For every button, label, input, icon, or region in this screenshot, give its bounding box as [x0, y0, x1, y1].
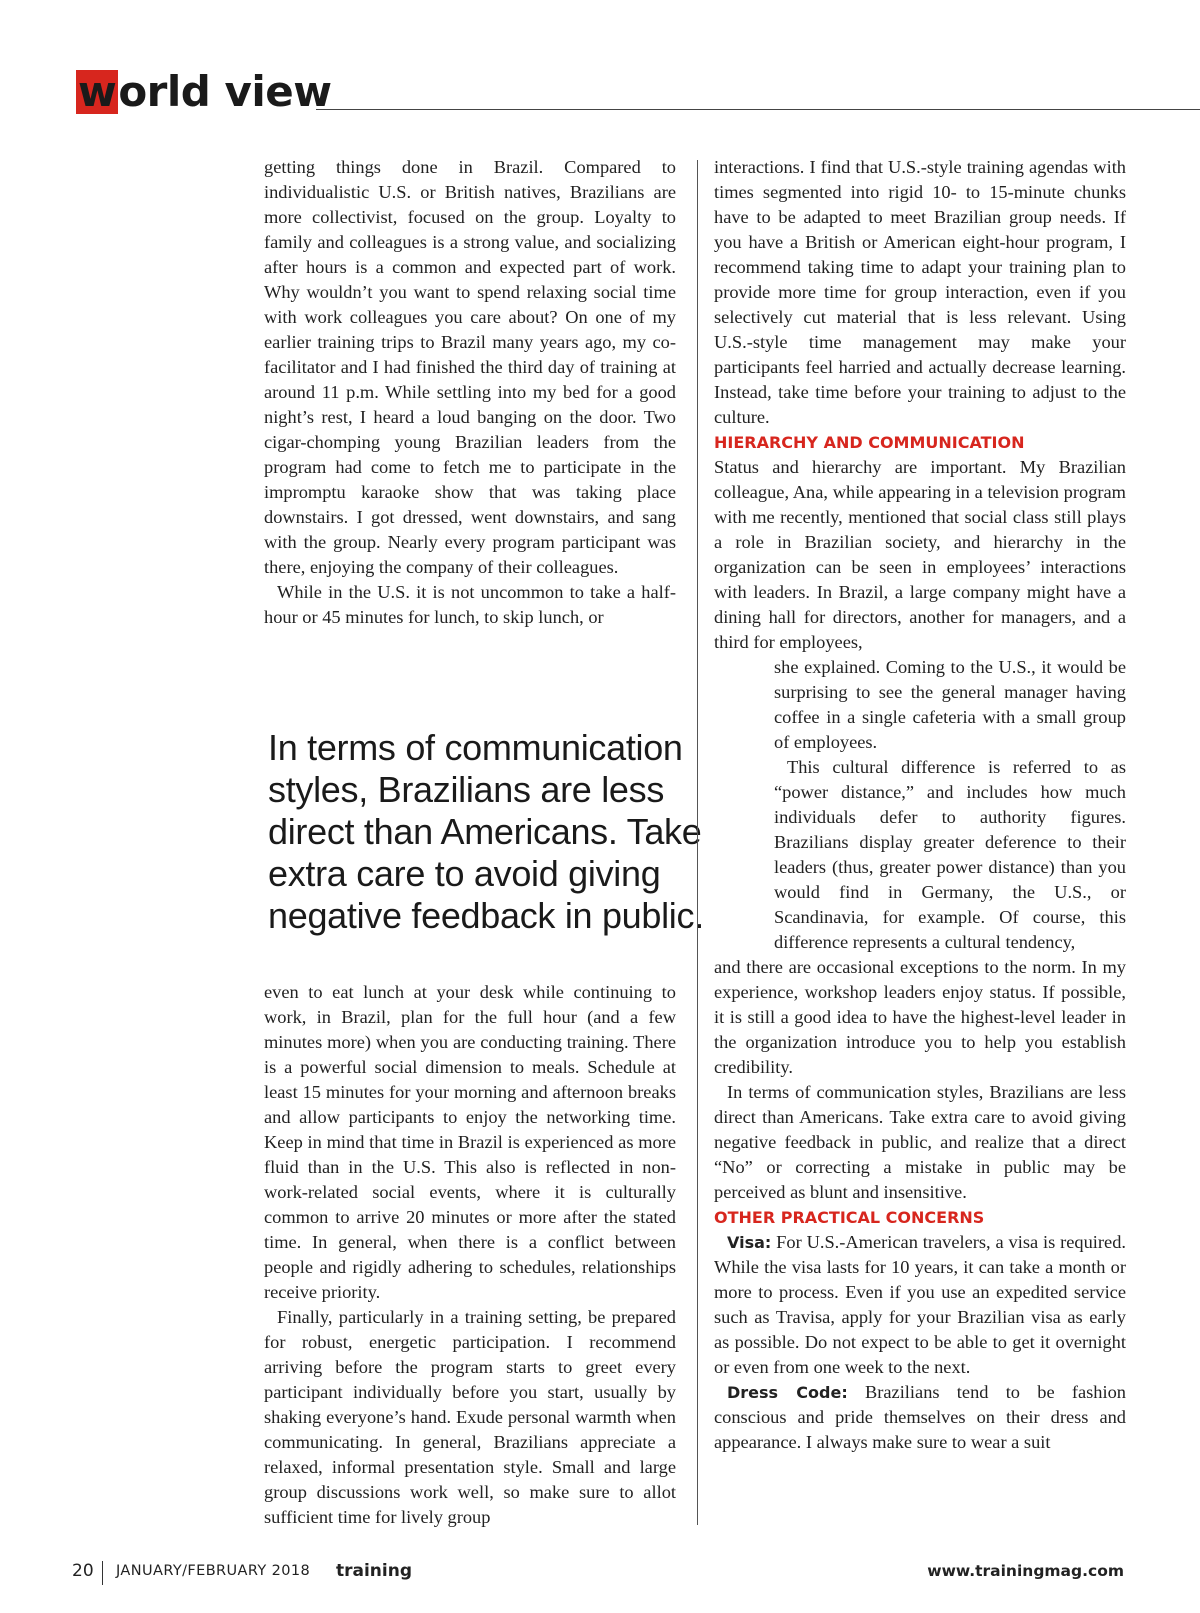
body-paragraph: even to eat lunch at your desk while continuing to work, in Brazil, plan for the full hour (and a few minutes more) when you are conducting training. There is a powerful social dimension to meals. Schedule at least 15 minutes for your morning and afternoon breaks and allow participants to enjoy the networking time. Keep in mind that time in Brazil is experienced as more fluid than in the U.S. This also is reflected in non-work-related social events, where it is culturally common to arrive 20 minutes or more after the stated time. In general, when there is a conflict between people and rigidly adhering to schedules, relationships receive priority.: [264, 982, 676, 1302]
body-paragraph: Finally, particularly in a training setting, be prepared for robust, energetic participation. I recommend arriving before the program starts to greet every participant individually before you start, usually by shaking everyone’s hand. Exude personal warmth when communicating. In general, Brazilians appreciate a relaxed, informal presentation style. Small and large group discussions work well, so make sure to allot sufficient time for lively group: [264, 1307, 676, 1527]
body-paragraph: In terms of communication styles, Brazilians are less direct than Americans. Take extra care to avoid giving negative feedback in public, and realize that a direct “No” or correcting a mistake in public may be perceived as blunt and insensitive.: [714, 1082, 1126, 1202]
body-paragraph: she explained. Coming to the U.S., it would be surprising to see the general manager having coffee in a single cafeteria with a small group of employees.: [774, 657, 1126, 752]
body-paragraph: [714, 1230, 1126, 1380]
left-column-bottom: [264, 980, 676, 1530]
run-in-label: Dress Code:: [727, 1383, 848, 1402]
body-paragraph: [714, 1380, 1126, 1455]
pull-quote: In terms of communication styles, Brazilians are less direct than Americans. Take extra care to avoid giving negative feedback in public.: [268, 727, 704, 936]
body-paragraph: interactions. I find that U.S.-style training agendas with times segmented into rigid 10- to 15-minute chunks have to be adapted to meet Brazilian group needs. If you have a British or American eight-hour program, I recommend taking time to adapt your training plan to provide more time for group interaction, even if you selectively cut material that is less relevant. Using U.S.-style time management may make your participants feel harried and actually decrease learning. Instead, take time before your training to adjust to the culture.: [714, 157, 1126, 427]
body-paragraph: and there are occasional exceptions to the norm. In my experience, workshop leaders enjoy status. If possible, it is still a good idea to have the highest-level leader in the organization introduce you to help you establish credibility.: [714, 957, 1126, 1077]
section-heading: HIERARCHY AND COMMUNICATION: [714, 433, 1025, 452]
run-in-text: Brazilians tend to be fashion conscious and pride themselves on their dress and appearance. I always make sure to wear a suit: [714, 1382, 1127, 1452]
issue-date: JANUARY/FEBRUARY 2018: [116, 1563, 311, 1579]
body-paragraph: Status and hierarchy are important. My Brazilian colleague, Ana, while appearing in a television program with me recently, mentioned that social class still plays a role in Brazilian society, and hierarchy in the organization can be seen in employees’ interactions with leaders. In Brazil, a large company might have a dining hall for directors, another for managers, and a third for employees,: [714, 457, 1126, 652]
body-paragraph: While in the U.S. it is not uncommon to take a half-hour or 45 minutes for lunch, to skip lunch, or: [264, 582, 676, 627]
body-paragraph: This cultural difference is referred to as “power distance,” and includes how much individuals defer to authority figures. Brazilians display greater deference to their leaders (thus, greater power distance) than you would find in Germany, the U.S., or Scandinavia, for example. Of course, this difference represents a cultural tendency,: [774, 757, 1126, 952]
section-logo-text: orld view: [118, 67, 332, 116]
body-paragraph: getting things done in Brazil. Compared to individualistic U.S. or British natives, Brazilians are more collectivist, focused on the group. Loyalty to family and colleagues is a strong value, and socializing after hours is a common and expected part of work. Why wouldn’t you want to spend relaxing social time with work colleagues you care about? On one of my earlier training trips to Brazil many years ago, my co-facilitator and I had finished the third day of training at around 11 p.m. While settling into my bed for a good night’s rest, I heard a loud banging on the door. Two cigar-chomping young Brazilian leaders from the program had come to fetch me to participate in the impromptu karaoke show that was taking place downstairs. I got dressed, went downstairs, and sang with the group. Nearly every program participant was there, enjoying the company of their colleagues.: [264, 157, 676, 577]
right-column: [714, 155, 1126, 1455]
section-header: [76, 67, 1200, 116]
magazine-name: training: [336, 1561, 413, 1581]
page-footer: [72, 1561, 1124, 1585]
website-url: www.trainingmag.com: [927, 1562, 1124, 1580]
page-number: 20: [72, 1561, 94, 1581]
header-rule: [316, 109, 1200, 110]
section-logo-highlight: w: [78, 67, 117, 116]
run-in-text: For U.S.-American travelers, a visa is required. While the visa lasts for 10 years, it can take a month or more to process. Even if you use an expedited service such as Travisa, apply for your Brazilian visa as early as possible. Do not expect to be able to get it overnight or even from one week to the next.: [714, 1232, 1126, 1377]
footer-separator: [102, 1561, 103, 1585]
section-logo: [76, 67, 332, 116]
left-column-top: [264, 155, 676, 630]
run-in-label: Visa:: [727, 1233, 772, 1252]
section-heading: OTHER PRACTICAL CONCERNS: [714, 1208, 985, 1227]
column-divider: [697, 160, 698, 1525]
